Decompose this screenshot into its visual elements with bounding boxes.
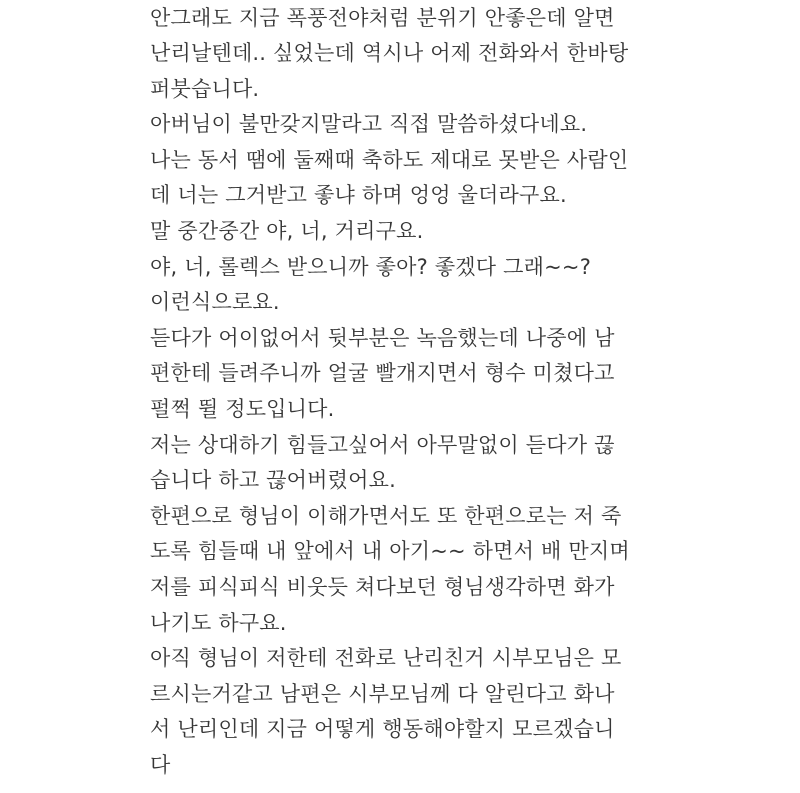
text-line: 나기도 하구요. <box>150 610 287 635</box>
text-line: 습니다 하고 끊어버렸어요. <box>150 468 396 493</box>
text-line: 데 너는 그거받고 좋냐 하며 엉엉 울더라구요. <box>150 183 567 208</box>
text-line: 다 <box>150 752 171 777</box>
text-line: 나는 동서 땜에 둘째때 축하도 제대로 못받은 사람인 <box>150 147 629 172</box>
text-line: 듣다가 어이없어서 뒷부분은 녹음했는데 나중에 남 <box>150 325 615 350</box>
text-line: 편한테 들려주니까 얼굴 빨개지면서 형수 미쳤다고 <box>150 361 615 386</box>
text-line: 아버님이 불만갖지말라고 직접 말씀하셨다네요. <box>150 112 588 137</box>
text-line: 한편으로 형님이 이해가면서도 또 한편으로는 저 죽 <box>150 503 622 528</box>
text-line: 저는 상대하기 힘들고싶어서 아무말없이 듣다가 끊 <box>150 432 615 457</box>
text-line: 난리날텐데.. 싶었는데 역시나 어제 전화와서 한바탕 <box>150 41 629 66</box>
text-line: 말 중간중간 야, 너, 거리구요. <box>150 219 424 244</box>
post-text <box>150 0 790 784</box>
text-line: 이런식으로요. <box>150 290 280 315</box>
text-line: 저를 피식피식 비웃듯 쳐다보던 형님생각하면 화가 <box>150 575 615 599</box>
text-line: 펄쩍 뛸 정도입니다. <box>150 397 335 422</box>
text-line: 서 난리인데 지금 어떻게 행동해야할지 모르겠습니 <box>150 717 615 742</box>
text-line: 아직 형님이 저한테 전화로 난리친거 시부모님은 모 <box>150 646 622 671</box>
text-line: 도록 힘들때 내 앞에서 내 아기~~ 하면서 배 만지며 <box>150 539 630 564</box>
text-line: 르시는거같고 남편은 시부모님께 다 알린다고 화나 <box>150 681 615 706</box>
text-line: 안그래도 지금 폭풍전야처럼 분위기 안좋은데 알면 <box>150 5 615 30</box>
text-line: 야, 너, 롤렉스 받으니까 좋아? 좋겠다 그래~~? <box>150 254 592 279</box>
text-line: 퍼붓습니다. <box>150 76 260 101</box>
